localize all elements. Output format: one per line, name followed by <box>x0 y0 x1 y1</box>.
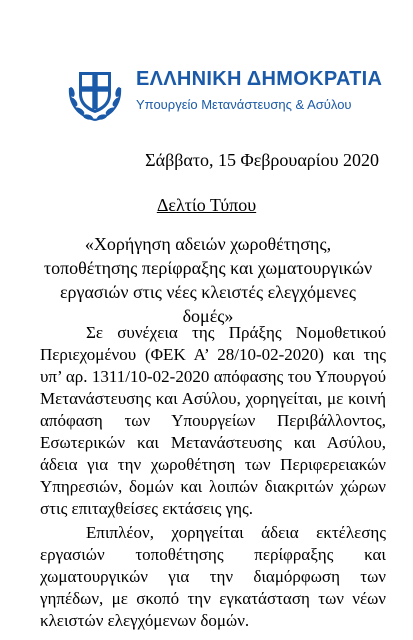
document-date: Σάββατο, 15 Φεβρουαρίου 2020 <box>145 150 379 170</box>
hellenic-republic-emblem-icon <box>64 62 126 124</box>
press-release-label: Δελτίο Τύπου <box>156 195 257 215</box>
document-headline: «Χορήγηση αδειών χωροθέτησης, τοποθέτησης περίφραξης και χωματουργικών εργασιών στις νέες κλειστές ελεγχόμενες δομές» <box>43 234 373 326</box>
ministry-name: Υπουργείο Μετανάστευσης & Ασύλου <box>136 97 352 112</box>
press-release-heading <box>0 195 413 216</box>
letterhead <box>64 62 404 126</box>
body-paragraph-1: Σε συνέχεια της Πράξης Νομοθετικού Περιεχομένου (ΦΕΚ Α’ 28/10-02-2020) και της υπ’ αρ. 1311/10-02-2020 απόφασης του Υπουργού Μετανάστευσης και Ασύλου, χορηγείται, με κοινή απόφαση των Υπουργείων Περιβάλλοντος, Εσωτερικών και Μετανάστευσης και Ασύλου, άδεια για την χωροθέτηση των Περιφερειακών Υπηρεσιών, δομών και λοιπών διακριτών χώρων στις επιταχθείσες εκτάσεις γης. <box>40 323 386 518</box>
brand-title: ΕΛΛΗΝΙΚΗ ΔΗΜΟΚΡΑΤΙΑ <box>136 68 383 90</box>
body-paragraph-2: Επιπλέον, χορηγείται άδεια εκτέλεσης εργασιών τοποθέτησης περίφραξης και χωματουργικών για την διαμόρφωση των γηπέδων, με σκοπό την εγκατάσταση των νέων κλειστών ελεγχόμενων δομών. <box>40 523 386 630</box>
